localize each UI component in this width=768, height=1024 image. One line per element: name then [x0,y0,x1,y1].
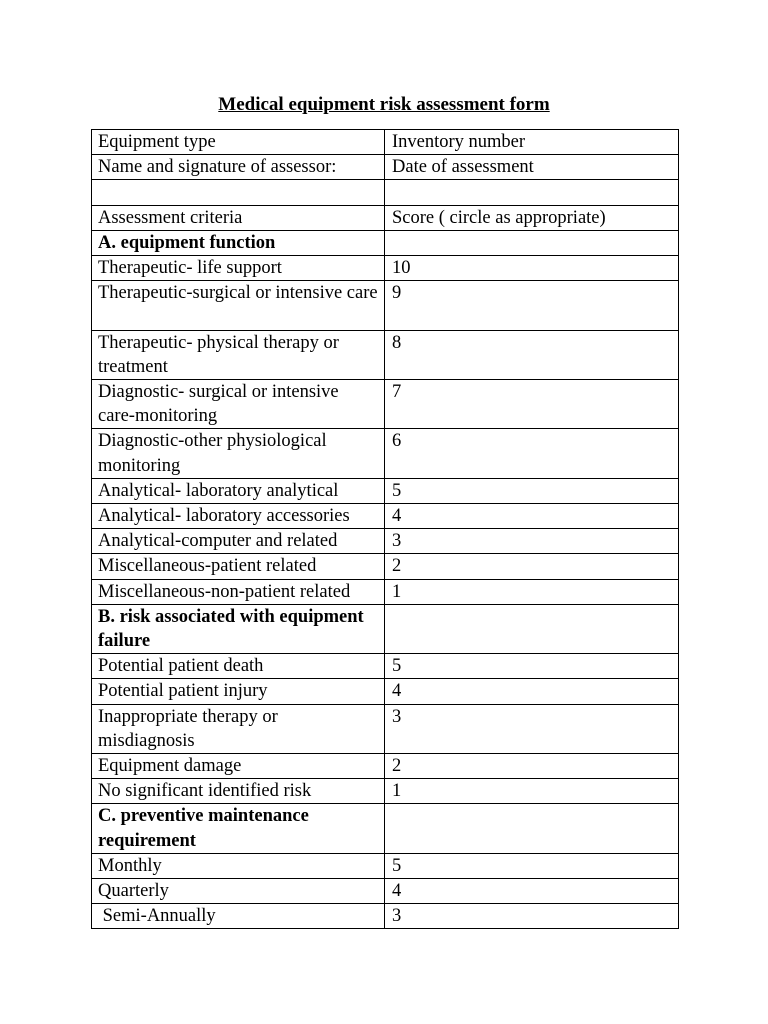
risk-assessment-table [91,129,679,929]
criterion-cell: Monthly [92,853,385,878]
table-row [92,256,679,281]
score-cell: 5 [385,654,679,679]
assessor-label: Name and signature of assessor: [92,155,385,180]
section-a-heading: A. equipment function [92,230,385,255]
empty-cell [92,180,385,205]
table-row [92,478,679,503]
section-heading-row [92,604,679,653]
table-row [92,554,679,579]
table-row [92,130,679,155]
score-cell: 4 [385,504,679,529]
equipment-type-label: Equipment type [92,130,385,155]
criterion-cell: Inappropriate therapy or misdiagnosis [92,704,385,753]
criterion-cell: Quarterly [92,879,385,904]
table-row [92,704,679,753]
section-heading-row [92,230,679,255]
score-cell: 3 [385,529,679,554]
section-heading-row [92,804,679,853]
table-row [92,779,679,804]
table-row-empty [92,180,679,205]
score-cell: 4 [385,679,679,704]
criterion-cell: Therapeutic- life support [92,256,385,281]
criteria-column-header: Assessment criteria [92,205,385,230]
table-row [92,330,679,379]
empty-cell [385,604,679,653]
score-cell: 2 [385,754,679,779]
criterion-cell: Analytical-computer and related [92,529,385,554]
criterion-cell: No significant identified risk [92,779,385,804]
section-c-heading: C. preventive maintenance requirement [92,804,385,853]
score-cell: 7 [385,380,679,429]
inventory-number-label: Inventory number [385,130,679,155]
criterion-cell: Potential patient injury [92,679,385,704]
criterion-cell: Diagnostic-other physiological monitoring [92,429,385,478]
table-row [92,504,679,529]
table-row [92,904,679,929]
table-row [92,879,679,904]
empty-cell [385,230,679,255]
form-title: Medical equipment risk assessment form [218,94,550,115]
score-cell: 4 [385,879,679,904]
score-cell: 8 [385,330,679,379]
table-row [92,205,679,230]
table-row [92,281,679,330]
score-cell: 2 [385,554,679,579]
table-row [92,853,679,878]
criterion-cell: Semi-Annually [92,904,385,929]
assessment-date-label: Date of assessment [385,155,679,180]
criterion-cell: Therapeutic- physical therapy or treatment [92,330,385,379]
score-cell: 3 [385,704,679,753]
empty-cell [385,804,679,853]
criterion-cell: Therapeutic-surgical or intensive care [92,281,385,330]
criterion-cell: Analytical- laboratory analytical [92,478,385,503]
score-cell: 3 [385,904,679,929]
score-cell: 9 [385,281,679,330]
empty-cell [385,180,679,205]
table-row [92,754,679,779]
table-row [92,529,679,554]
criterion-cell: Diagnostic- surgical or intensive care-monitoring [92,380,385,429]
score-column-header: Score ( circle as appropriate) [385,205,679,230]
table-row [92,679,679,704]
criterion-cell: Analytical- laboratory accessories [92,504,385,529]
score-cell: 1 [385,779,679,804]
score-cell: 1 [385,579,679,604]
criterion-cell: Potential patient death [92,654,385,679]
criterion-cell: Equipment damage [92,754,385,779]
table-row [92,579,679,604]
score-cell: 5 [385,853,679,878]
table-row [92,380,679,429]
table-row [92,429,679,478]
criterion-cell: Miscellaneous-patient related [92,554,385,579]
score-cell: 6 [385,429,679,478]
table-row [92,155,679,180]
score-cell: 5 [385,478,679,503]
table-row [92,654,679,679]
score-cell: 10 [385,256,679,281]
criterion-cell: Miscellaneous-non-patient related [92,579,385,604]
section-b-heading: B. risk associated with equipment failure [92,604,385,653]
